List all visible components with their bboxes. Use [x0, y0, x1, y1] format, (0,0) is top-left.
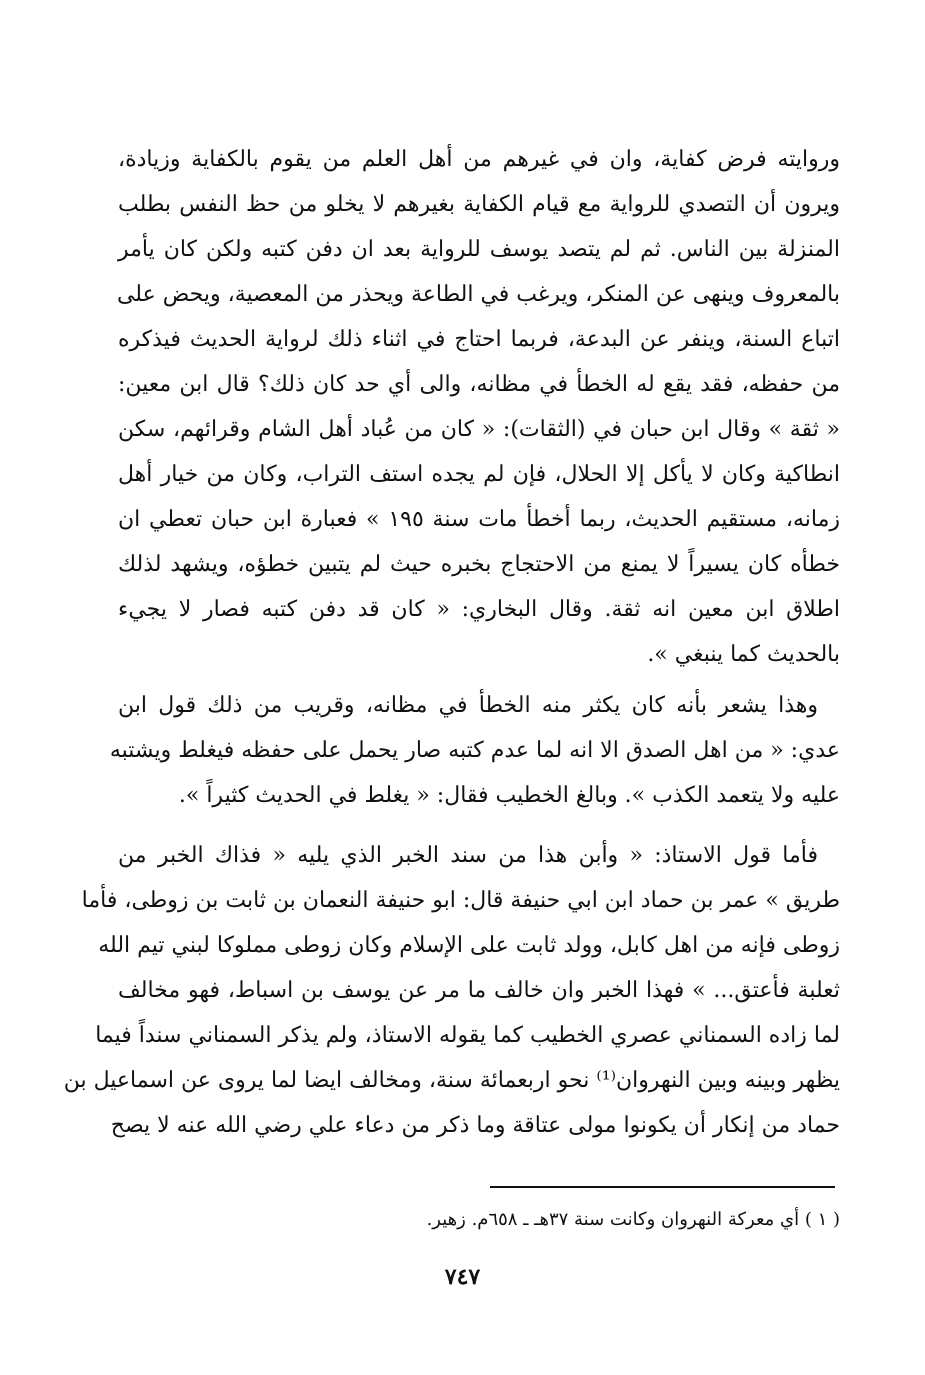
- paragraph-3: [63, 833, 840, 1148]
- paragraph-1: [118, 137, 840, 677]
- text-line: وهذا يشعر بأنه كان يكثر منه الخطأ في مظانه، وقريب من ذلك قول ابن: [118, 693, 818, 718]
- text-line: فأما قول الاستاذ: « وأبن هذا من سند الخبر الذي يليه « فذاك الخبر من: [118, 843, 818, 868]
- text-line: « ثقة » وقال ابن حبان في (الثقات): « كان من عُباد أهل الشام وقرائهم، سكن: [118, 417, 840, 442]
- text-line: انطاكية وكان لا يأكل إلا الحلال، فإن لم يجده استف التراب، وكان من خيار أهل: [118, 462, 840, 487]
- footnote-divider: [490, 1186, 835, 1188]
- text-line: من حفظه، فقد يقع له الخطأ في مظانه، والى أي حد كان ذلك؟ قال ابن معين:: [118, 372, 840, 397]
- text-line: خطأه كان يسيراً لا يمنع من الاحتجاج بخبره حيث لم يتبين خطؤه، ويشهد لذلك: [118, 552, 840, 577]
- text-line: اطلاق ابن معين انه ثقة. وقال البخاري: « كان قد دفن كتبه فصار لا يجيء: [118, 597, 840, 622]
- text-line: لما زاده السمناني عصري الخطيب كما يقوله الاستاذ، ولم يذكر السمناني سنداً فيما: [95, 1023, 840, 1048]
- text-line: بالحديث كما ينبغي ».: [647, 642, 840, 667]
- text-line: المنزلة بين الناس. ثم لم يتصد يوسف للرواية بعد ان دفن كتبه ولكن كان يأمر: [118, 237, 840, 262]
- text-line: عليه ولا يتعمد الكذب ». وبالغ الخطيب فقال: « يغلط في الحديث كثيراً ».: [178, 783, 840, 808]
- text-line: عدي: « من اهل الصدق الا انه لما عدم كتبه صار يحمل على حفظه فيغلط ويشتبه: [109, 738, 840, 763]
- paragraph-2: [109, 683, 840, 818]
- text-line: يظهر وبينه وبين النهروان⁽¹⁾ نحو اربعمائة سنة، ومخالف ايضا لما يروى عن اسماعيل بن: [63, 1068, 840, 1093]
- text-line: زمانه، مستقيم الحديث، ربما أخطأ مات سنة ١٩٥ » فعبارة ابن حبان تعطي ان: [118, 507, 840, 532]
- text-line: بالمعروف وينهى عن المنكر، ويرغب في الطاعة ويحذر من المعصية، ويحض على: [116, 282, 840, 307]
- text-line: ثعلبة فأعتق... » فهذا الخبر وان خالف ما مر عن يوسف بن اسباط، فهو مخالف: [118, 978, 840, 1003]
- text-line: وروايته فرض كفاية، وان في غيرهم من أهل العلم من يقوم بالكفاية وزيادة،: [118, 147, 840, 172]
- text-line: حماد من إنكار أن يكونوا مولى عتاقة وما ذكر من دعاء علي رضي الله عنه لا يصح: [110, 1113, 840, 1138]
- text-line: زوطى فإنه من اهل كابل، وولد ثابت على الإسلام وكان زوطى مملوكا لبني تيم الله: [98, 933, 840, 958]
- footnote: ( ١ ) أي معركة النهروان وكانت سنة ٣٧هـ ـ ٦٥٨م. زهير.: [426, 1209, 840, 1230]
- page-number: ٧٤٧: [444, 1264, 481, 1290]
- text-line: طريق » عمر بن حماد ابن ابي حنيفة قال: ابو حنيفة النعمان بن ثابت بن زوطى، فأما: [81, 888, 840, 913]
- text-line: ويرون أن التصدي للرواية مع قيام الكفاية بغيرهم لا يخلو من حظ النفس بطلب: [118, 192, 840, 217]
- text-line: اتباع السنة، وينفر عن البدعة، فربما احتاج في اثناء ذلك لرواية الحديث فيذكره: [118, 327, 840, 352]
